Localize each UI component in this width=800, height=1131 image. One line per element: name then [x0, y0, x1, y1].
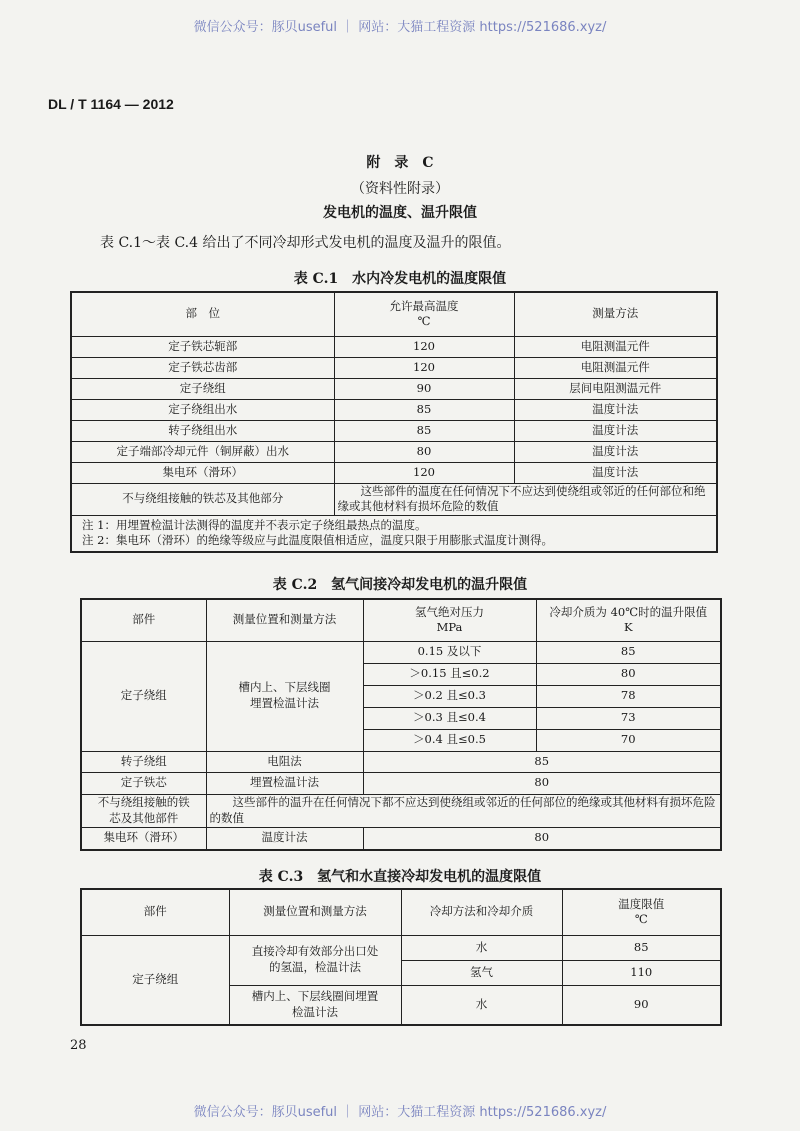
cell: 温度计法 [514, 441, 717, 462]
table-row [81, 751, 721, 772]
cell: 这些部件的温升在任何情况下都不应达到使绕组或邻近的任何部位的绝缘或其他材料有损坏危险的数值 [206, 794, 721, 827]
cell: 定子铁芯齿部 [71, 357, 334, 378]
table-row [71, 483, 717, 515]
cell: 层间电阻测温元件 [514, 378, 717, 399]
cell: 电阻测温元件 [514, 357, 717, 378]
standard-number: DL / T 1164 — 2012 [48, 96, 174, 112]
cell: 78 [536, 685, 721, 707]
cell: 温度计法 [514, 399, 717, 420]
cell: 集电环（滑环） [71, 462, 334, 483]
notes-row [71, 515, 717, 552]
cell: 埋置检温计法 [206, 772, 363, 794]
cell: 电阻法 [206, 751, 363, 772]
note: 注 2：集电环（滑环）的绝缘等级应与此温度限值相适应，温度只限于用膨胀式温度计测得。 [82, 533, 553, 548]
header-cell: 冷却方法和冷却介质 [401, 889, 562, 935]
table-row [81, 772, 721, 794]
table-row [81, 794, 721, 827]
cell: ＞0.2 且≤0.3 [363, 685, 536, 707]
cell: 80 [363, 772, 721, 794]
watermark-top: 微信公众号：豚贝useful ｜ 网站：大猫工程资源 https://521686.xyz/ [193, 20, 607, 35]
table-row [71, 336, 717, 357]
cell: 90 [562, 985, 721, 1025]
header-line: 冷却介质为 40℃时的温升限值 [549, 604, 708, 619]
header-cell [562, 889, 721, 935]
cell: 85 [562, 935, 721, 960]
header-line: 温度限值 [618, 896, 665, 911]
header-cell: 测量方法 [514, 292, 717, 336]
cell: 80 [363, 827, 721, 850]
cell: 定子端部冷却元件（铜屏蔽）出水 [71, 441, 334, 462]
cell: 这些部件的温度在任何情况下不应达到使绕组或邻近的任何部位和绝缘或其他材料有损坏危险的数值 [334, 483, 717, 515]
watermark-bottom: 微信公众号：豚贝useful ｜ 网站：大猫工程资源 https://521686.xyz/ [193, 1105, 607, 1120]
header-cell [334, 292, 514, 336]
header-unit: K [623, 620, 633, 635]
table-row [71, 462, 717, 483]
header-cell: 测量位置和测量方法 [206, 599, 363, 641]
cell: 温度计法 [514, 462, 717, 483]
appendix-subtitle: （资料性附录） [351, 181, 449, 197]
note: 注 1：用埋置检温计法测得的温度并不表示定子绕组最热点的温度。 [82, 517, 427, 532]
cell: 73 [536, 707, 721, 729]
table2-caption: 表 C.2 氢气间接冷却发电机的温升限值 [272, 577, 528, 593]
cell: 不与绕组接触的铁芯及其他部分 [71, 483, 334, 515]
cell: 80 [536, 663, 721, 685]
header-cell: 测量位置和测量方法 [229, 889, 401, 935]
cell: 80 [334, 441, 514, 462]
cell: 110 [562, 960, 721, 985]
table-row [71, 399, 717, 420]
table-c3 [80, 888, 722, 1026]
table-row [81, 641, 721, 663]
cell: 85 [536, 641, 721, 663]
table-row [71, 378, 717, 399]
table1-caption: 表 C.1 水内冷发电机的温度限值 [293, 271, 507, 287]
cell: 槽内上、下层线圈埋置检温计法 [206, 641, 363, 751]
cell: 85 [334, 399, 514, 420]
header-cell [363, 599, 536, 641]
table-row [81, 935, 721, 960]
cell: 温度计法 [206, 827, 363, 850]
header-unit: ℃ [634, 912, 648, 927]
cell: 转子绕组出水 [71, 420, 334, 441]
cell: 120 [334, 336, 514, 357]
header-cell: 部件 [81, 599, 206, 641]
cell: 定子绕组 [71, 378, 334, 399]
cell: 定子绕组 [81, 935, 229, 1025]
header-cell [536, 599, 721, 641]
page-number: 28 [70, 1038, 87, 1053]
table3-caption: 表 C.3 氢气和水直接冷却发电机的温度限值 [258, 869, 542, 885]
table-c2 [80, 598, 722, 851]
intro-text: 表 C.1～表 C.4 给出了不同冷却形式发电机的温度及温升的限值。 [100, 235, 511, 251]
header-line: 氢气绝对压力 [415, 604, 484, 619]
table-row [71, 357, 717, 378]
header-cell: 部件 [81, 889, 229, 935]
header-unit: MPa [436, 620, 463, 635]
table-row [81, 827, 721, 850]
appendix-title: 附 录 C [366, 155, 434, 171]
header-line: 允许最高温度 [389, 298, 459, 313]
cell: ＞0.15 且≤0.2 [363, 663, 536, 685]
cell: 120 [334, 357, 514, 378]
cell: 集电环（滑环） [81, 827, 206, 850]
cell: 直接冷却有效部分出口处的氢温，检温计法 [229, 935, 401, 985]
cell: 电阻测温元件 [514, 336, 717, 357]
cell: 槽内上、下层线圈间埋置检温计法 [229, 985, 401, 1025]
cell: 120 [334, 462, 514, 483]
cell: 氢气 [401, 960, 562, 985]
appendix-heading: 发电机的温度、温升限值 [323, 205, 477, 221]
cell: 转子绕组 [81, 751, 206, 772]
cell: 定子绕组出水 [71, 399, 334, 420]
cell: 不与绕组接触的铁芯及其他部件 [81, 794, 206, 827]
table-c1 [70, 291, 718, 553]
cell: 定子铁芯 [81, 772, 206, 794]
header-cell: 部 位 [71, 292, 334, 336]
cell: 85 [334, 420, 514, 441]
cell: 70 [536, 729, 721, 751]
cell: 水 [401, 935, 562, 960]
cell: 0.15 及以下 [363, 641, 536, 663]
table-row [71, 441, 717, 462]
cell: 温度计法 [514, 420, 717, 441]
cell: 定子铁芯轭部 [71, 336, 334, 357]
cell: 定子绕组 [81, 641, 206, 751]
cell: 90 [334, 378, 514, 399]
header-unit: ℃ [417, 314, 431, 329]
cell: 85 [363, 751, 721, 772]
cell: ＞0.4 且≤0.5 [363, 729, 536, 751]
cell: ＞0.3 且≤0.4 [363, 707, 536, 729]
cell: 水 [401, 985, 562, 1025]
table-row [71, 420, 717, 441]
